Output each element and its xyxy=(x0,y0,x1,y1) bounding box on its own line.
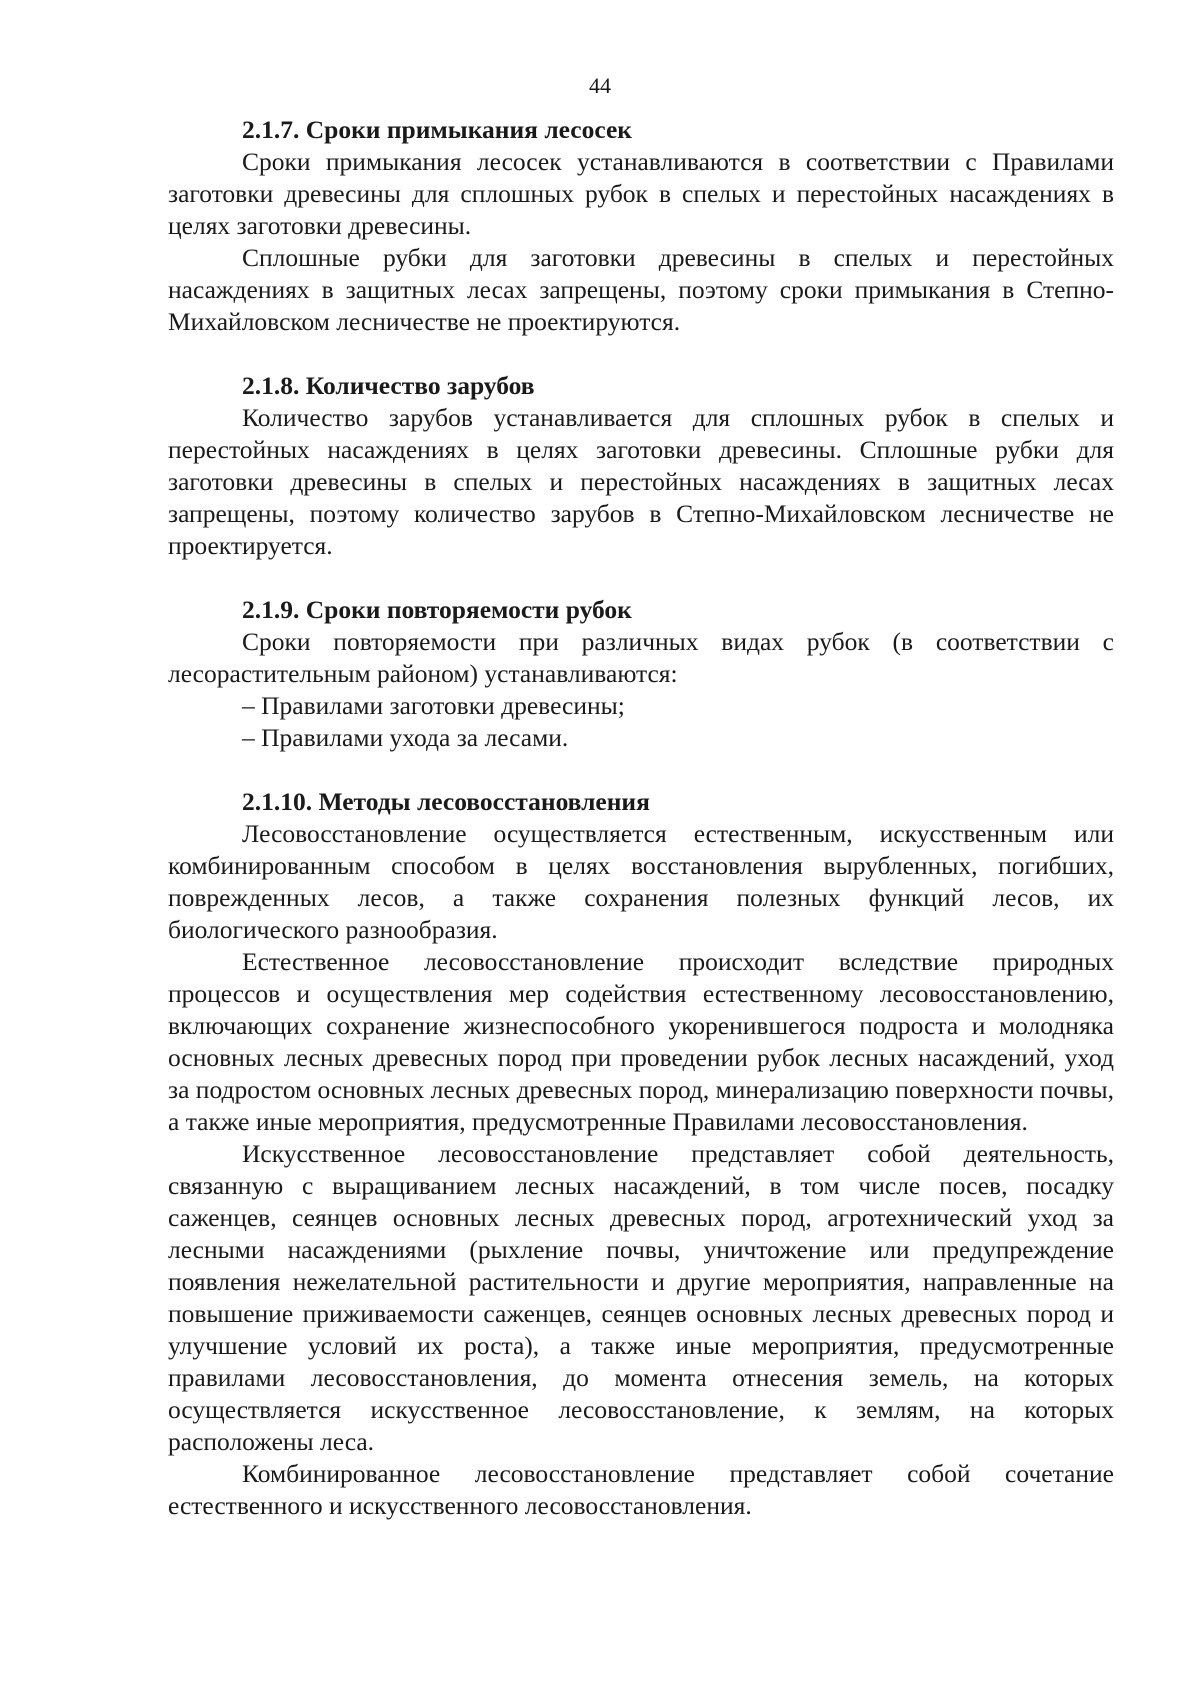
section-heading-2-1-10: 2.1.10. Методы лесовосстановления xyxy=(242,787,650,816)
paragraph: Сроки примыкания лесосек устанавливаются в соответствии с Правилами заготовки древесины для сплошных рубок в спелых и перестойных насаждениях в целях заготовки древесины. xyxy=(168,147,1114,240)
page-number: 44 xyxy=(589,73,611,98)
list-item: – Правилами заготовки древесины; xyxy=(242,691,625,720)
section-heading-2-1-7: 2.1.7. Сроки примыкания лесосек xyxy=(242,115,632,144)
paragraph: Сроки повторяемости при различных видах рубок (в соответствии с лесорастительным районом) устанавливаются: xyxy=(168,627,1114,688)
paragraph: Лесовосстановление осуществляется естественным, искусственным или комбинированным способом в целях восстановления вырубленных, погибших, поврежденных лесов, а также сохранения полезных функций лесов, их биологического разнообразия. xyxy=(168,819,1114,944)
paragraph: Естественное лесовосстановление происходит вследствие природных процессов и осуществления мер содействия естественному лесовосстановлению, включающих сохранение жизнеспособного укоренившегося подроста и молодняка основных лесных древесных пород при проведении рубок лесных насаждений, уход за подростом основных лесных древесных пород, минерализацию поверхности почвы, а также иные мероприятия, предусмотренные Правилами лесовосстановления. xyxy=(168,947,1114,1136)
paragraph: Искусственное лесовосстановление представляет собой деятельность, связанную с выращиванием лесных насаждений, в том числе посев, посадку саженцев, сеянцев основных лесных древесных пород, агротехнический уход за лесными насаждениями (рыхление почвы, уничтожение или предупреждение появления нежелательной растительности и другие мероприятия, направленные на повышение приживаемости саженцев, сеянцев основных лесных древесных пород и улучшение условий их роста), а также иные мероприятия, предусмотренные правилами лесовосстановления, до момента отнесения земель, на которых осуществляется искусственное лесовосстановление, к землям, на которых расположены леса. xyxy=(168,1139,1114,1456)
paragraph: Количество зарубов устанавливается для сплошных рубок в спелых и перестойных насаждениях в целях заготовки древесины. Сплошные рубки для заготовки древесины в спелых и перестойных насаждениях в защитных лесах запрещены, поэтому количество зарубов в Степно-Михайловском лесничестве не проектируется. xyxy=(168,403,1114,560)
section-heading-2-1-8: 2.1.8. Количество зарубов xyxy=(242,371,535,400)
document-body xyxy=(168,114,1114,1522)
section-heading-2-1-9: 2.1.9. Сроки повторяемости рубок xyxy=(242,595,632,624)
paragraph: Сплошные рубки для заготовки древесины в спелых и перестойных насаждениях в защитных лесах запрещены, поэтому сроки примыкания в Степно-Михайловском лесничестве не проектируются. xyxy=(168,243,1114,336)
paragraph: Комбинированное лесовосстановление представляет собой сочетание естественного и искусственного лесовосстановления. xyxy=(168,1459,1114,1520)
list-item: – Правилами ухода за лесами. xyxy=(242,723,569,752)
